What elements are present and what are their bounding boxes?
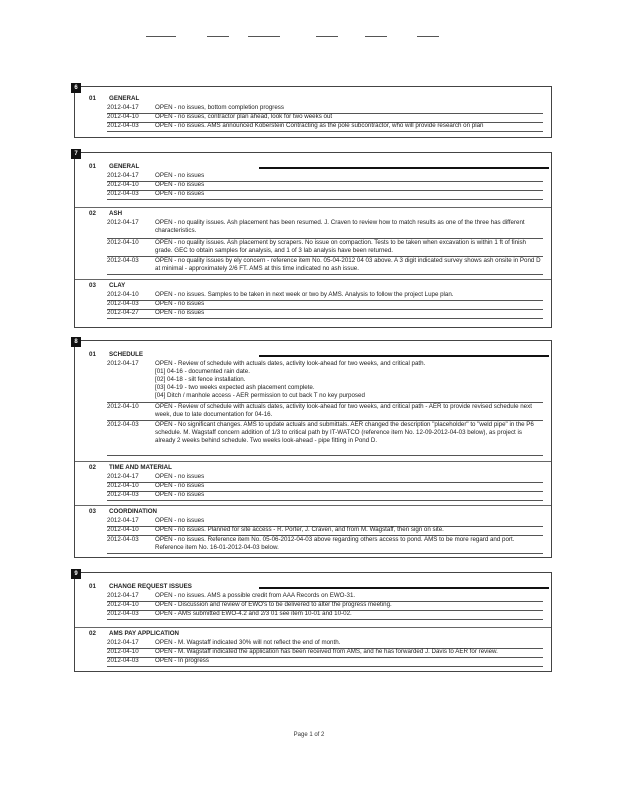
entry-date: 2012-04-17 (107, 360, 139, 367)
entry-date: 2012-04-03 (107, 122, 139, 129)
entry-date: 2012-04-03 (107, 657, 139, 664)
subsection-ash (75, 207, 551, 272)
entry-text: OPEN - M. Wagstaff indicated 30% will not reflect the end of month. (155, 639, 341, 646)
entry-text: OPEN - M. Wagstaff indicated the application has been received from AMS, and he has forwarded J. Davis to AER for review. (155, 648, 498, 655)
entry-subitem: [04] Ditch / manhole access - AER permission to cut back T no key purposed (155, 392, 365, 399)
entry-date: 2012-04-17 (107, 104, 139, 111)
entry-date: 2012-04-10 (107, 648, 139, 655)
entry-text: OPEN - no issues (155, 172, 205, 179)
section-7 (74, 152, 552, 328)
subsection-number: 03 (89, 282, 96, 289)
subsection-time-and-material (75, 461, 551, 498)
table-row (107, 421, 543, 456)
entry-text: OPEN - In progress (155, 657, 209, 664)
page-footer: Page 1 of 2 (293, 732, 325, 738)
subsection-title: CLAY (109, 282, 126, 289)
entry-text: OPEN - no issues. AMS a possible credit from AAA Records on EWO-31. (155, 592, 356, 599)
entry-date: 2012-04-10 (107, 403, 139, 410)
entry-text: OPEN - no issues (155, 300, 205, 307)
subsection-title: ASH (109, 210, 123, 217)
section-marker: 7 (71, 149, 81, 159)
entry-text: OPEN - no issues (155, 309, 205, 316)
table-row (107, 190, 543, 200)
entry-date: 2012-04-03 (107, 536, 139, 543)
entry-subitem: [02] 04-18 - silt fence installation. (155, 376, 246, 383)
entry-date: 2012-04-17 (107, 592, 139, 599)
table-row (107, 360, 543, 403)
table-row (107, 536, 543, 554)
entry-date: 2012-04-03 (107, 421, 139, 428)
header-rule (316, 36, 338, 37)
subsection-title: CHANGE REQUEST ISSUES (109, 583, 192, 590)
subsection-number: 02 (89, 464, 96, 471)
entry-text: OPEN - no issues. Samples to be taken in next week or two by AMS. Analysis to follow the project Lupe plan. (155, 291, 454, 298)
entry-text: OPEN - Review of schedule with actuals dates, activity look-ahead for two weeks, and critical path. (155, 360, 426, 367)
subsection-number: 01 (89, 163, 96, 170)
entry-text: OPEN - No significant changes. AMS to update actuals and submittals. AER changed the description "placeholder" to "weld pipe" in the P6 schedule. M. Wagstaff concern addition of 1/3 to critical path by IT-WATCO (reference item No. 12-09-2012-04-03 below), as project is already 2 weeks behind schedule. Two weeks look-ahead - pipe fitting in Pond D. (155, 421, 534, 444)
subsection-clay (75, 279, 551, 316)
entry-date: 2012-04-03 (107, 610, 139, 617)
entry-date: 2012-04-10 (107, 601, 139, 608)
subsection-title: SCHEDULE (109, 351, 144, 358)
entry-date: 2012-04-17 (107, 172, 139, 179)
table-row (107, 219, 543, 239)
entry-date: 2012-04-03 (107, 491, 139, 498)
subsection-title: GENERAL (109, 95, 140, 102)
section-header-bar (259, 587, 549, 589)
entry-date: 2012-04-17 (107, 639, 139, 646)
entry-date: 2012-04-17 (107, 473, 139, 480)
header-rule (417, 36, 439, 37)
entry-subitem: [03] 04-19 - two weeks expected ash placement complete. (155, 384, 315, 391)
entry-subitem: [01] 04-16 - documented rain date. (155, 368, 250, 375)
table-row (107, 403, 543, 421)
subsection-number: 01 (89, 583, 96, 590)
table-row (107, 257, 543, 275)
entry-text: OPEN - no issues (155, 473, 205, 480)
entry-text: OPEN - no issues (155, 482, 205, 489)
section-6 (74, 86, 552, 138)
section-header-bar (259, 355, 549, 357)
entry-date: 2012-04-10 (107, 239, 139, 246)
header-rule (146, 36, 176, 37)
section-marker: 9 (71, 569, 81, 579)
subsection-number: 02 (89, 630, 96, 637)
entry-text: OPEN - AMS submitted EWO-4.2 and 2/3 01 see item 10-01 and 10-02. (155, 610, 352, 617)
table-row (107, 491, 543, 501)
entry-date: 2012-04-17 (107, 219, 139, 226)
subsection-title: TIME AND MATERIAL (109, 464, 172, 471)
subsection-coordination (75, 505, 551, 551)
entry-text: OPEN - no issues, bottom completion progress (155, 104, 284, 111)
subsection-title: COORDINATION (109, 508, 158, 515)
entry-text: OPEN - no issues. Planned for site access - R. Porter, J. Craven, and from M. Wagstaff, then sign on site. (155, 526, 444, 533)
entry-text: OPEN - no issues (155, 491, 205, 498)
entry-text: OPEN - no issues (155, 181, 205, 188)
section-8 (74, 340, 552, 558)
entry-text: OPEN - no quality issues. Ash placement by scrapers. No issue on compaction. Tests to be taken when excavation is within 1 ft of finish grade. GEC to obtain samples for analysis, and 1 of 3 lab analysis have been returned. (155, 239, 526, 254)
subsection-number: 01 (89, 351, 96, 358)
header-rule (248, 36, 280, 37)
header-rule (207, 36, 229, 37)
entry-text: OPEN - no quality issues by ely concern - reference item No. 05-04-2012 04 03 above. A 3 digit indicated survey shows ash onsite in Pond D at minimal - approximately 2/6 FT. AMS at this time indicated no ash issue. (155, 257, 541, 272)
entry-date: 2012-04-27 (107, 309, 139, 316)
table-row (107, 239, 543, 257)
entry-date: 2012-04-10 (107, 291, 139, 298)
subsection-title: AMS PAY APPLICATION (109, 630, 180, 637)
entry-date: 2012-04-03 (107, 190, 139, 197)
entry-text: OPEN - no issues. AMS announced Koberstein Contracting as the pole subcontractor, who will provide research on plan (155, 122, 484, 129)
table-row (107, 526, 543, 536)
entry-date: 2012-04-10 (107, 526, 139, 533)
header-rule (365, 36, 387, 37)
subsection-number: 03 (89, 508, 96, 515)
section-9 (74, 572, 552, 672)
entry-date: 2012-04-10 (107, 113, 139, 120)
entry-date: 2012-04-17 (107, 517, 139, 524)
entry-text: OPEN - no issues (155, 190, 205, 197)
subsection-title: GENERAL (109, 163, 140, 170)
entry-text: OPEN - no issues (155, 517, 205, 524)
entry-date: 2012-04-03 (107, 257, 139, 264)
table-row (107, 122, 543, 132)
entry-text: OPEN - Discussion and review of EWO's to be delivered to alter the progress meeting. (155, 601, 392, 608)
subsection-number: 02 (89, 210, 96, 217)
section-marker: 6 (71, 83, 81, 93)
table-row (107, 657, 543, 667)
entry-text: OPEN - no issues. Reference item No. 05-06-2012-04-03 above regarding others access to pond. AMS to be more regard and port. Reference item No. 16-01-2012-04-03 below. (155, 536, 515, 551)
entry-text: OPEN - no issues, contractor plan ahead, look for two weeks out (155, 113, 333, 120)
section-header-bar (259, 167, 549, 169)
subsection-number: 01 (89, 95, 96, 102)
entry-date: 2012-04-10 (107, 181, 139, 188)
entry-date: 2012-04-03 (107, 300, 139, 307)
entry-text: OPEN - Review of schedule with actuals dates, activity look-ahead for two weeks, and critical path - AER to provide revised schedule next week, due to late documentation for 04-16. (155, 403, 532, 418)
section-marker: 8 (71, 337, 81, 347)
table-row (107, 610, 543, 620)
entry-text: OPEN - no quality issues. Ash placement has been resumed. J. Craven to review how to match results as one of the three has different characteristics. (155, 219, 525, 234)
entry-date: 2012-04-10 (107, 482, 139, 489)
table-row (107, 309, 543, 319)
subsection-ams-pay-application (75, 627, 551, 664)
